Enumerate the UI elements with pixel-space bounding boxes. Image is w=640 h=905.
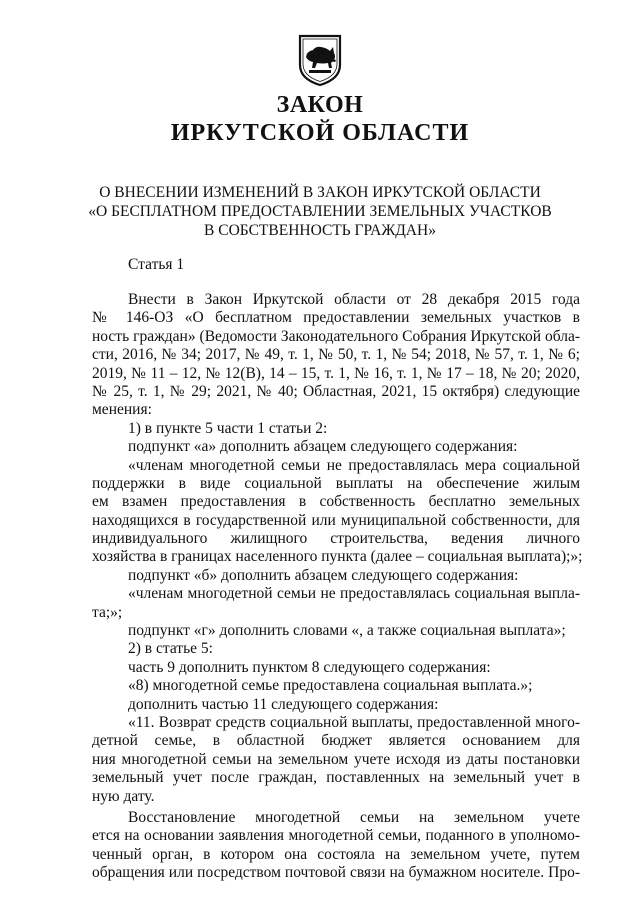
text-line: подпункт «г» дополнить словами «, а также социальная выплата»; bbox=[128, 622, 566, 640]
text-line: земельный учет после граждан, поставленных на земельный учет в bbox=[92, 769, 580, 787]
article-heading: Статья 1 bbox=[128, 256, 185, 273]
text-line: хозяйства в границах населенного пункта (далее – социальная выплата);»; bbox=[92, 548, 583, 566]
text-line: часть 9 дополнить пунктом 8 следующего содержания: bbox=[128, 658, 491, 676]
text-line: поддержки в виде социальной выплаты на обеспечение жилым bbox=[92, 474, 580, 492]
article-body bbox=[92, 291, 583, 883]
text-line: обращения или посредством почтовой связи на бумажном носителе. Про- bbox=[92, 864, 580, 882]
law-title-line1: ЗАКОН bbox=[276, 92, 364, 118]
text-line: № 25, т. 1, № 29; 2021, № 40; Областная, 2021, 15 октября) следующие bbox=[92, 382, 580, 400]
text-line: «членам многодетной семьи не предоставлялась социальная выпла- bbox=[128, 585, 580, 603]
subject-line: В СОБСТВЕННОСТЬ ГРАЖДАН» bbox=[204, 222, 436, 239]
text-line: находящихся в государственной или муниципальной собственности, для bbox=[92, 511, 580, 529]
text-line: ем взамен предоставления в собственность бесплатно земельных bbox=[92, 493, 580, 511]
text-line: индивидуального жилищного строительства, ведения личного bbox=[92, 530, 580, 548]
text-line: ность граждан» (Ведомости Законодательного Собрания Иркутской обла- bbox=[92, 327, 580, 345]
law-title-line2: ИРКУТСКОЙ ОБЛАСТИ bbox=[170, 120, 470, 146]
text-line: Внести в Закон Иркутской области от 28 декабря 2015 года bbox=[128, 291, 580, 308]
text-line: подпункт «б» дополнить абзацем следующего содержания: bbox=[128, 566, 519, 584]
text-line: ченный орган, в котором она состояла на земельном учете, путем bbox=[92, 845, 580, 863]
text-line: ния многодетной семьи на земельном учете исходя из даты постановки bbox=[92, 750, 580, 768]
text-line: 2019, № 11 – 12, № 12(В), 14 – 15, т. 1, № 16, т. 1, № 17 – 18, № 20; 2020, bbox=[92, 364, 580, 382]
text-line: та;»; bbox=[92, 603, 123, 621]
text-line: «11. Возврат средств социальной выплаты, предоставленной много- bbox=[128, 713, 580, 731]
text-line: сти, 2016, № 34; 2017, № 49, т. 1, № 50, т. 1, № 54; 2018, № 57, т. 1, № 6; bbox=[92, 346, 580, 364]
text-line: 1) в пункте 5 части 1 статьи 2: bbox=[128, 419, 328, 437]
text-line: менения: bbox=[92, 401, 152, 419]
text-line: «членам многодетной семьи не предоставлялась мера социальной bbox=[128, 456, 580, 474]
text-line: Восстановление многодетной семьи на земельном учете bbox=[128, 808, 580, 826]
text-line: ную дату. bbox=[92, 787, 155, 805]
text-line: ется на основании заявления многодетной семьи, поданного в уполномо- bbox=[92, 827, 580, 845]
text-line: № 146-ОЗ «О бесплатном предоставлении земельных участков в bbox=[92, 309, 580, 327]
subject-line: «О БЕСПЛАТНОМ ПРЕДОСТАВЛЕНИИ ЗЕМЕЛЬНЫХ УЧАСТКОВ bbox=[88, 203, 552, 220]
text-line: детной семье, в областной бюджет является основанием для bbox=[92, 732, 580, 750]
text-line: дополнить частью 11 следующего содержания: bbox=[128, 695, 439, 713]
coat-of-arms-babr-icon bbox=[296, 33, 344, 87]
law-subject bbox=[60, 183, 580, 240]
text-line: «8) многодетной семье предоставлена социальная выплата.»; bbox=[128, 677, 533, 695]
text-line: 2) в статье 5: bbox=[128, 640, 213, 658]
text-line: подпункт «а» дополнить абзацем следующего содержания: bbox=[128, 438, 518, 456]
subject-line: О ВНЕСЕНИИ ИЗМЕНЕНИЙ В ЗАКОН ИРКУТСКОЙ ОБЛАСТИ bbox=[99, 184, 541, 201]
